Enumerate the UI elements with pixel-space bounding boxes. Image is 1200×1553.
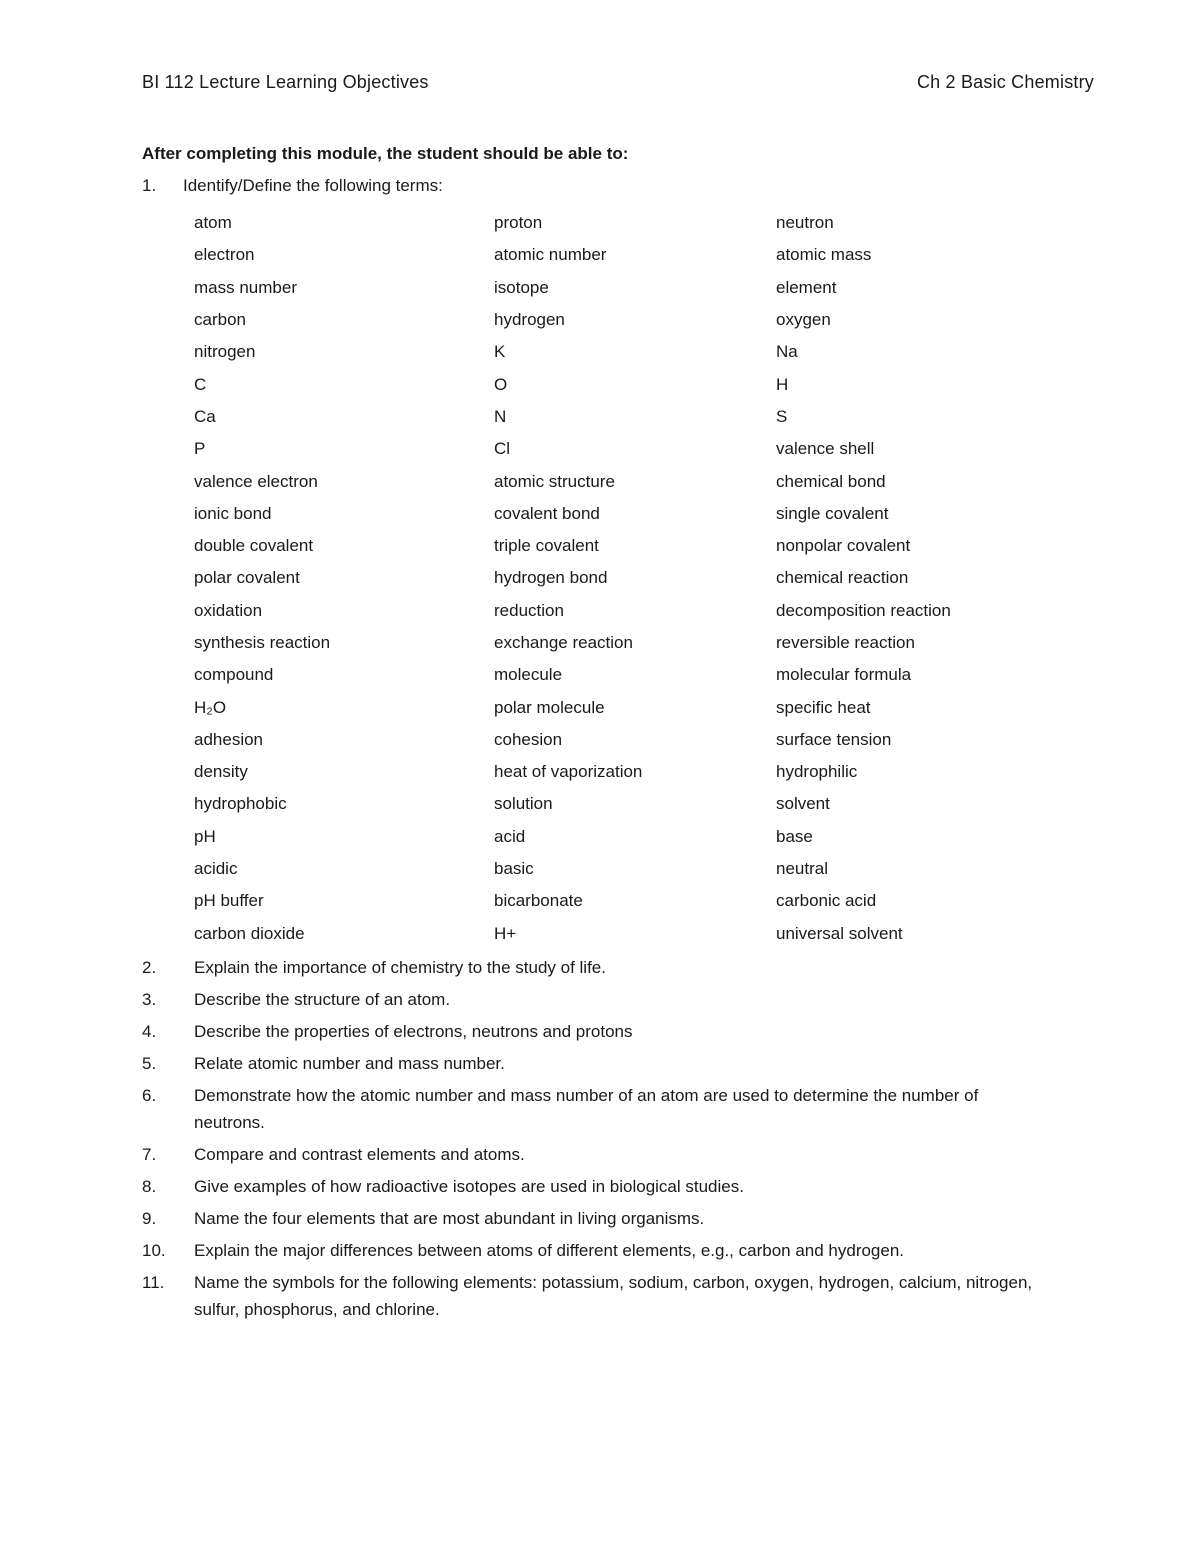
term: solvent	[776, 794, 830, 814]
objective-text: Explain the major differences between atoms of different elements, e.g., carbon and hydrogen.	[194, 1241, 905, 1260]
terms-row	[194, 853, 1036, 885]
term: synthesis reaction	[194, 633, 331, 652]
objective-item	[142, 1237, 1042, 1264]
terms-row	[194, 498, 1036, 530]
term: basic	[494, 859, 534, 879]
objective-number: 3.	[142, 990, 157, 1009]
term: triple covalent	[494, 536, 599, 556]
terms-row	[194, 207, 1036, 239]
term: carbon dioxide	[194, 923, 305, 943]
terms-row	[194, 595, 1036, 627]
objective-text: Relate atomic number and mass number.	[194, 1054, 505, 1073]
term: pH	[194, 826, 216, 846]
objective-text: Name the four elements that are most abundant in living organisms.	[194, 1209, 705, 1228]
objective-number: 8.	[142, 1177, 157, 1196]
term: Na	[776, 342, 798, 362]
term: covalent bond	[494, 503, 600, 523]
term: Cl	[494, 439, 511, 459]
objective-text: Name the symbols for the following elements: potassium, sodium, carbon, oxygen, hydrogen, calcium, nitrogen, sulfur, phosphorus, and chlorine.	[194, 1273, 1033, 1319]
term: isotope	[494, 277, 549, 297]
term: reversible reaction	[776, 633, 915, 652]
term: mass number	[194, 277, 297, 297]
terms-row	[194, 465, 1036, 497]
term: H₂O	[194, 697, 227, 717]
objective-item	[142, 176, 443, 196]
objective-text: Identify/Define the following terms:	[183, 176, 443, 195]
term: exchange reaction	[494, 633, 633, 652]
term: element	[776, 277, 837, 297]
objective-item	[142, 1018, 1042, 1045]
objective-text: Describe the structure of an atom.	[194, 990, 451, 1009]
term: S	[776, 406, 788, 426]
term: carbon	[194, 310, 246, 330]
objective-item	[142, 1141, 1042, 1168]
terms-row	[194, 918, 1036, 950]
objective-number: 1.	[142, 176, 157, 195]
terms-row	[194, 691, 1036, 723]
term: hydrophilic	[776, 762, 858, 782]
objective-text: Explain the importance of chemistry to the study of life.	[194, 958, 606, 977]
terms-row	[194, 304, 1036, 336]
objective-item	[142, 1082, 1042, 1136]
term: P	[194, 439, 206, 459]
term: chemical bond	[776, 471, 886, 491]
terms-row	[194, 401, 1036, 433]
term: heat of vaporization	[494, 762, 643, 782]
term: neutron	[776, 213, 834, 233]
term: C	[194, 374, 207, 394]
term: atom	[194, 213, 232, 233]
term: electron	[194, 245, 255, 265]
objective-item	[142, 1205, 1042, 1232]
objective-item	[142, 986, 1042, 1013]
term: decomposition reaction	[776, 600, 951, 620]
terms-row	[194, 627, 1036, 659]
terms-row	[194, 336, 1036, 368]
terms-row	[194, 788, 1036, 820]
term: oxygen	[776, 310, 831, 330]
objective-item	[142, 954, 1042, 981]
term: valence shell	[776, 439, 875, 459]
term: N	[494, 406, 507, 426]
terms-row	[194, 659, 1036, 691]
terms-row	[194, 756, 1036, 788]
term: proton	[494, 213, 543, 233]
term: O	[494, 374, 508, 394]
term: acidic	[194, 859, 238, 879]
objective-text: Compare and contrast elements and atoms.	[194, 1145, 525, 1164]
terms-row	[194, 821, 1036, 853]
header-chapter-title: Ch 2 Basic Chemistry	[916, 72, 1094, 92]
term: base	[776, 826, 813, 846]
term: polar molecule	[494, 697, 605, 717]
term: K	[494, 342, 506, 362]
term: hydrophobic	[194, 794, 287, 814]
term: single covalent	[776, 503, 889, 523]
objective-item	[142, 1269, 1042, 1323]
term: atomic structure	[494, 471, 615, 491]
objective-number: 6.	[142, 1086, 157, 1105]
term: double covalent	[194, 536, 314, 556]
objective-number: 4.	[142, 1022, 157, 1041]
terms-row	[194, 272, 1036, 304]
term: chemical reaction	[776, 568, 909, 588]
terms-table	[194, 207, 1036, 950]
objectives-list	[142, 954, 1042, 1328]
term: density	[194, 762, 248, 782]
term: specific heat	[776, 697, 871, 717]
term: solution	[494, 794, 553, 814]
term: valence electron	[194, 471, 318, 491]
term: cohesion	[494, 729, 563, 749]
term: nonpolar covalent	[776, 536, 911, 556]
objective-number: 2.	[142, 958, 157, 977]
term: polar covalent	[194, 568, 300, 588]
terms-row	[194, 562, 1036, 594]
terms-row	[194, 724, 1036, 756]
term: reduction	[494, 600, 564, 620]
term: hydrogen	[494, 310, 565, 330]
term: oxidation	[194, 600, 263, 620]
objective-number: 9.	[142, 1209, 157, 1228]
objective-text: Give examples of how radioactive isotopes are used in biological studies.	[194, 1177, 744, 1196]
objective-number: 10.	[142, 1241, 166, 1260]
terms-row	[194, 530, 1036, 562]
term: bicarbonate	[494, 891, 583, 911]
intro-heading: After completing this module, the student should be able to:	[142, 144, 629, 163]
terms-row	[194, 885, 1036, 917]
objective-item	[142, 1050, 1042, 1077]
term: ionic bond	[194, 503, 272, 523]
terms-row	[194, 239, 1036, 271]
term: surface tension	[776, 729, 892, 749]
header-course-title: BI 112 Lecture Learning Objectives	[142, 72, 429, 92]
objective-text: Describe the properties of electrons, neutrons and protons	[194, 1022, 633, 1041]
term: nitrogen	[194, 342, 256, 362]
term: adhesion	[194, 729, 264, 749]
objective-number: 5.	[142, 1054, 157, 1073]
term: H+	[494, 923, 517, 943]
term: pH buffer	[194, 891, 264, 911]
term: compound	[194, 665, 274, 685]
term: hydrogen bond	[494, 568, 608, 588]
term: universal solvent	[776, 923, 903, 943]
objective-item	[142, 1173, 1042, 1200]
term: molecular formula	[776, 665, 912, 685]
term: H	[776, 374, 789, 394]
objective-number: 11.	[142, 1273, 165, 1292]
term: Ca	[194, 406, 216, 426]
term: atomic mass	[776, 245, 872, 265]
objective-text: Demonstrate how the atomic number and mass number of an atom are used to determine the number of neutrons.	[194, 1086, 979, 1132]
term: carbonic acid	[776, 891, 877, 911]
term: acid	[494, 826, 526, 846]
term: molecule	[494, 665, 563, 685]
terms-row	[194, 368, 1036, 400]
objective-number: 7.	[142, 1145, 157, 1164]
term: atomic number	[494, 245, 607, 265]
terms-row	[194, 433, 1036, 465]
term: neutral	[776, 859, 828, 879]
